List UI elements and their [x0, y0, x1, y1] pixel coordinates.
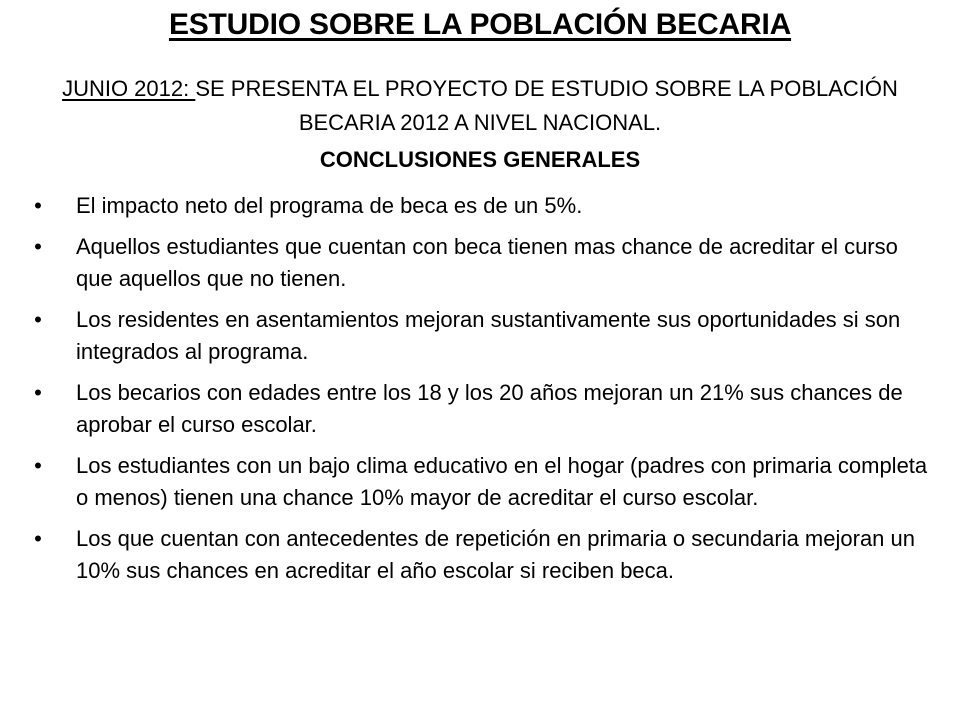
list-item-text: El impacto neto del programa de beca es de un 5%. — [76, 193, 583, 218]
list-item-text: Los que cuentan con antecedentes de repetición en primaria o secundaria mejoran un 10% sus chances en acreditar el año escolar si reciben beca. — [76, 526, 915, 583]
list-item-text: Los becarios con edades entre los 18 y los 20 años mejoran un 21% sus chances de aprobar el curso escolar. — [76, 380, 903, 437]
list-item — [28, 231, 928, 295]
list-item — [28, 523, 928, 587]
bullet-icon: • — [34, 193, 42, 218]
subtitle-date: JUNIO 2012: — [62, 76, 196, 101]
list-item-text: Los residentes en asentamientos mejoran sustantivamente sus oportunidades si son integrados al programa. — [76, 307, 901, 364]
slide-title: ESTUDIO SOBRE LA POBLACIÓN BECARIA — [168, 8, 792, 41]
bullet-icon: • — [34, 453, 42, 478]
list-item — [28, 304, 928, 368]
bullet-icon: • — [34, 526, 42, 551]
bullet-icon: • — [34, 380, 42, 405]
list-item — [28, 450, 928, 514]
bullet-icon: • — [34, 307, 42, 332]
subtitle-text: SE PRESENTA EL PROYECTO DE ESTUDIO SOBRE LA POBLACIÓN BECARIA 2012 A NIVEL NACIONAL. — [195, 76, 898, 135]
list-item-text: Aquellos estudiantes que cuentan con beca tienen mas chance de acreditar el curso que aquellos que no tienen. — [76, 234, 898, 291]
list-item — [28, 377, 928, 441]
list-item-text: Los estudiantes con un bajo clima educativo en el hogar (padres con primaria completa o menos) tienen una chance 10% mayor de acreditar el curso escolar. — [76, 453, 928, 510]
section-heading: CONCLUSIONES GENERALES — [319, 147, 641, 172]
list-item — [28, 190, 928, 222]
bullet-icon: • — [34, 234, 42, 259]
slide-subtitle — [20, 72, 940, 140]
conclusions-list — [28, 190, 928, 596]
